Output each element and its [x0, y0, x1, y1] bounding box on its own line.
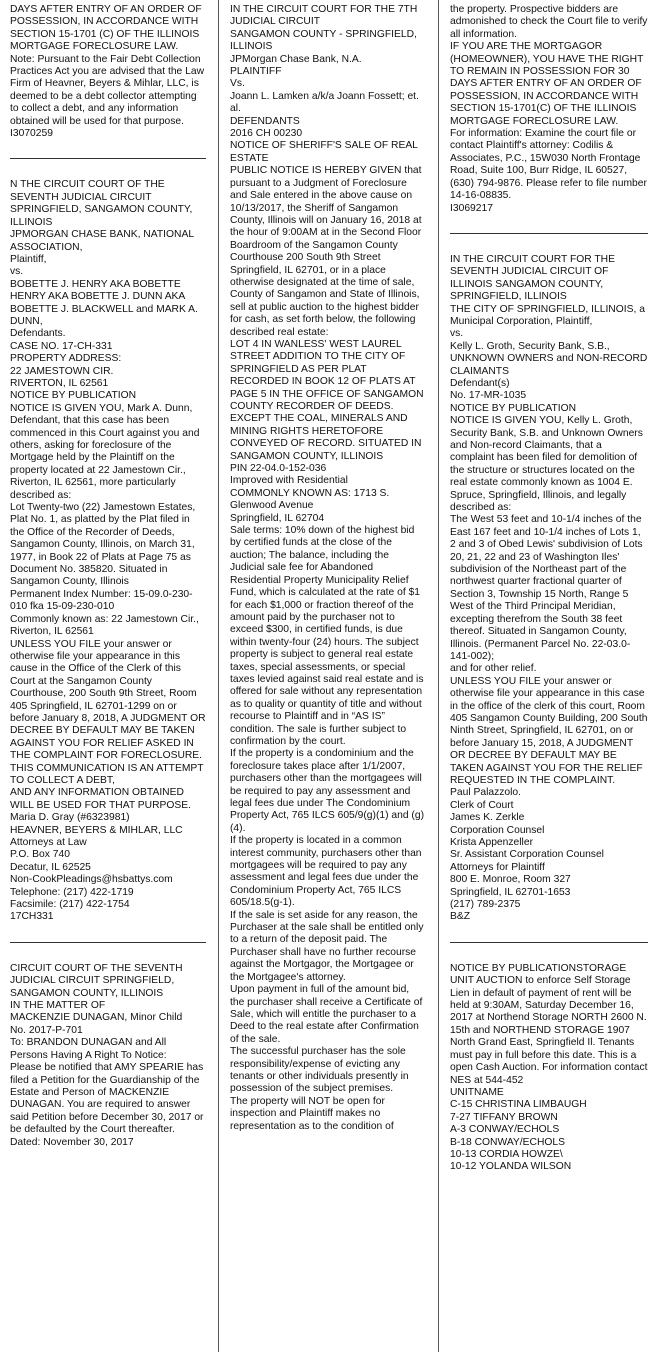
notice-text-line: NOTICE IS GIVEN YOU, Mark A. Dunn, Defendant, that this case has been commenced in this Court against you and others, asking for foreclosure of the Mortgage held by the Plaintiff on the property located at 22 Jamestown Cir., Riverton, IL 62561, more particularly described as:	[10, 402, 200, 501]
notice-text-line: IF YOU ARE THE MORTGAGOR (HOMEOWNER), YOU HAVE THE RIGHT TO REMAIN IN POSSESSION FOR 30 DAYS AFTER ENTRY OF AN ORDER OF POSSESSION, IN ACCORDANCE WITH SECTION 15-1701(C) OF THE ILLINOIS MORTGAGE FORECLOSURE LAW.	[450, 41, 644, 127]
notice-text-line: SANGAMON COUNTY - SPRINGFIELD, ILLINOIS	[230, 28, 417, 53]
notice-text-line: No. 17-MR-1035	[450, 390, 527, 402]
notice-text-line: 2016 CH 00230	[230, 128, 303, 140]
notice-text-line: Krista Appenzeller	[450, 837, 533, 848]
notice-text-line: Facsimile: (217) 422-1754	[10, 899, 130, 911]
notice-text-line: DEFENDANTS	[230, 115, 300, 127]
notice-text-line: A-3 CONWAY/ECHOLS	[450, 1124, 560, 1136]
notice-text-line: 10-12 YOLANDA WILSON	[450, 1161, 572, 1173]
notice-text-line: Defendant(s)	[450, 377, 510, 389]
notice-text-line: (217) 789-2375	[450, 899, 521, 911]
notice-text-line: IN THE CIRCUIT COURT FOR THE 7TH JUDICIAL CIRCUIT	[230, 4, 418, 28]
notice-text-line: Defendants.	[10, 328, 66, 340]
notice-text-line: No. 2017-P-701	[10, 1024, 83, 1036]
notice-text-line: SPRINGFIELD, SANGAMON COUNTY, ILLINOIS	[10, 204, 193, 228]
notice-separator	[450, 942, 648, 943]
notice-text-line: THE CITY OF SPRINGFIELD, ILLINOIS, a Municipal Corporation, Plaintiff,	[450, 303, 645, 327]
notice-text-line: PUBLIC NOTICE IS HEREBY GIVEN that pursuant to a Judgment of Foreclosure and Sale entered in the above cause on 10/13/2017, the Sheriff of Sangamon County, Illinois will on January 16, 2018 at the hour of 9:00AM at in the Second Floor Boardroom of the Sangamon County Courthouse 200 South 9th Street Springfield, IL 62701, or in a place otherwise designated at the time of sale, County of Sangamon and State of Illinois, sell at public auction to the highest bidder for cash, as set forth below, the following described real estate:	[230, 165, 422, 338]
notice-text-line: NOTICE IS GIVEN YOU, Kelly L. Groth, Security Bank, S.B. and Unknown Owners and Non-record Claimants, that a complaint has been filed for demolition of the structure or structures located on the real estate commonly known as 1004 E. Spruce, Springfield, Illinois, and legally described as:	[450, 415, 643, 514]
notice-text-line: Please be notified that AMY SPEARIE has filed a Petition for the Guardianship of the Estate and Person of MACKENZIE DUNAGAN. You are required to answer said Petition before December 30, 2017 or be defaulted by the Court thereafter.	[10, 1062, 204, 1136]
notice-text-line: Sale terms: 10% down of the highest bid by certified funds at the close of the auction; The balance, including the Judicial sale fee for Abandoned Residential Property Municipality Relief Fund, which is calculated at the rate of $1 for each $1,000 or fraction thereof of the amount paid by the purchaser not to exceed $300, in certified funds, is due within twenty-four (24) hours. The subject property is subject to general real estate taxes, special assessments, or special taxes levied against said real estate and is offered for sale without any representation as to quality or quantity of title and without recourse to Plaintiff and in “AS IS” condition. The sale is further subject to confirmation by the court.	[230, 525, 424, 747]
notice-text-line: Springfield, IL 62701-1653	[450, 886, 571, 898]
notice-text-line: Improved with Residential	[230, 475, 348, 487]
notice-text-line: Springfield, IL 62704	[230, 512, 325, 524]
notice-text-line: Corporation Counsel	[450, 824, 545, 836]
notice-separator	[450, 233, 648, 234]
notice-text-line: IN THE CIRCUIT COURT FOR THE SEVENTH JUDICIAL CIRCUIT OF ILLINOIS SANGAMON COUNTY, SPRINGFIELD, ILLINOIS	[450, 253, 615, 303]
notice-text-line: If the sale is set aside for any reason, the Purchaser at the sale shall be entitled only to a return of the deposit paid. The Purchaser shall have no further recourse against the Mortgagor, the Mortgagee or the Mortgagee's attorney.	[230, 909, 424, 983]
legal-notice	[10, 963, 206, 1149]
notice-text-line: Sr. Assistant Corporation Counsel	[450, 849, 604, 861]
notice-text-line: IN THE MATTER OF	[10, 1000, 106, 1012]
notice-text-line: The West 53 feet and 10-1/4 inches of the East 167 feet and 10-1/4 inches of Lots 1, 2 and 3 of Obed Lewis' subdivision of Lots 20, 21, 22 and 23 of Washington Iles' subdivision of the Northeast part of the northwest quarter fractional quarter of Section 3, Township 15 North, Range 5 West of the Third Principal Meridian, excepting therefrom the South 38 feet thereof. Situated in Sangamon County, Illinois. (Permanent Parcel No. 22-03.0-141-002);	[450, 514, 643, 662]
notice-text-line: Lot Twenty-two (22) Jamestown Estates, Plat No. 1, as platted by the Plat filed in the Office of the Recorder of Deeds, Sangamon County, Illinois, on March 31, 1977, in Book 22 of Plats at Page 75 as Document No. 385820. Situated in Sangamon County, Illinois	[10, 502, 196, 588]
notice-separator	[10, 158, 206, 159]
notice-text-line: Dated: November 30, 2017	[10, 1136, 134, 1148]
column-divider	[438, 0, 439, 1352]
notice-text-line: Plaintiff,	[10, 253, 47, 265]
notice-text-line: SECTION 15-1701 (C) OF THE ILLINOIS	[10, 28, 200, 40]
notice-text-line: CASE NO. 17-CH-331	[10, 340, 113, 352]
notice-text-line: NOTICE BY PUBLICATION	[10, 390, 137, 402]
notice-text-line: and for other relief.	[450, 663, 537, 675]
notice-text-line: PLAINTIFF	[230, 66, 282, 78]
notice-text-line: Attorneys for Plaintiff	[450, 861, 545, 873]
notice-text-line: Note: Pursuant to the Fair Debt Collection Practices Act you are advised that the Law Firm of Heavner, Beyers & Mihlar, LLC, is deemed to be a debt collector attempting to collect a debt, and any information obtained will be used for that purpose.	[10, 53, 205, 127]
legal-notice	[450, 4, 648, 215]
notice-text-line: LOT 4 IN WANLESS' WEST LAUREL STREET ADDITION TO THE CITY OF SPRINGFIELD AS PER PLAT RECORDED IN BOOK 12 OF PLATS AT PAGE 5 IN THE OFFICE OF SANGAMON COUNTY RECORDER OF DEEDS. EXCEPT THE COAL, MINERALS AND MINING RIGHTS HERETOFORE CONVEYED OF RECORD. SITUATED IN SANGAMON COUNTY, ILLINOIS	[230, 338, 424, 462]
notice-text-line: COMMONLY KNOWN AS: 1713 S. Glenwood Avenue	[230, 487, 390, 512]
notice-text-line: Telephone: (217) 422-1719	[10, 886, 134, 898]
notice-text-line: Kelly L. Groth, Security Bank, S.B., UNKNOWN OWNERS and NON-RECORD CLAIMANTS	[450, 340, 648, 377]
notice-text-line: HEAVNER, BEYERS & MIHLAR, LLC	[10, 824, 183, 836]
notice-text-line: Permanent Index Number: 15-09.0-230-010 fka 15-09-230-010	[10, 588, 193, 613]
notice-text-line: Maria D. Gray (#6323981)	[10, 812, 130, 824]
column-1	[10, 4, 206, 1348]
notice-text-line: C-15 CHRISTINA LIMBAUGH	[450, 1099, 587, 1111]
legal-notice	[10, 4, 206, 140]
notice-text-line: Paul Palazzolo.	[450, 787, 521, 799]
notice-text-line: UNLESS YOU FILE your answer or otherwise file your appearance in this case in the office of the clerk of this court, Room 405 Sangamon County Building, 200 South Ninth Street, Springfield, IL 62701, on or before January 15, 2018, A JUDGMENT OR DECREE BY DEFAULT MAY BE TAKEN AGAINST YOU FOR THE RELIEF REQUESTED IN THE COMPLAINT.	[450, 675, 648, 786]
notice-text-line: the property. Prospective bidders are admonished to check the Court file to verify all information.	[450, 4, 648, 40]
notice-text-line: RIVERTON, IL 62561	[10, 377, 109, 389]
notice-text-line: To: BRANDON DUNAGAN and All Persons Having A Right To Notice:	[10, 1037, 167, 1061]
legal-notice	[450, 254, 648, 924]
legal-notice	[450, 963, 648, 1174]
notice-text-line: NOTICE BY PUBLICATION	[450, 402, 577, 414]
notice-text-line: vs.	[10, 266, 24, 278]
notice-text-line: UNITNAME	[450, 1086, 504, 1098]
notice-text-line: Commonly known as: 22 Jamestown Cir., Riverton, IL 62561	[10, 613, 199, 638]
notice-text-line: Clerk of Court	[450, 799, 514, 811]
notice-separator	[10, 942, 206, 943]
notice-text-line: vs.	[450, 328, 464, 340]
notice-text-line: 7-27 TIFFANY BROWN	[450, 1111, 558, 1123]
notice-text-line: MACKENZIE DUNAGAN, Minor Child	[10, 1012, 183, 1024]
notice-text-line: BOBETTE J. HENRY AKA BOBETTE HENRY AKA BOBETTE J. DUNN AKA BOBETTE J. BLACKWELL and MARK A. DUNN,	[10, 278, 198, 327]
notice-text-line: 22 JAMESTOWN CIR.	[10, 365, 114, 377]
notice-text-line: Decatur, IL 62525	[10, 861, 91, 873]
notice-text-line: I3069217	[450, 202, 493, 214]
notice-text-line: JPMorgan Chase Bank, N.A.	[230, 53, 362, 65]
notice-text-line: POSSESSION, IN ACCORDANCE WITH	[10, 16, 199, 28]
notice-text-line: UNLESS YOU FILE your answer or otherwise file your appearance in this cause in the Office of the Clerk of this Court at the Sangamon County Courthouse, 200 South 9th Street, Room 405 Springfield, IL 62701-1299 on or before January 8, 2018, A JUDGMENT OR DECREE BY DEFAULT MAY BE TAKEN AGAINST YOU FOR RELIEF ASKED IN THE COMPLAINT FOR FORECLOSURE.	[10, 638, 206, 762]
notice-text-line: NOTICE BY PUBLICATIONSTORAGE UNIT AUCTION to enforce Self Storage Lien in default of payment of rent will be held at 9:30AM, Saturday December 16, 2017 at Northend Storage NORTH 2600 N. 15th and NORTHEND STORAGE 1907 North Grand East, Springfield Il. Tenants must pay in full before this date. This is a open Cash Auction. For information contact NES at 544-452	[450, 962, 648, 1086]
notice-text-line: NOTICE OF SHERIFF'S SALE OF REAL ESTATE	[230, 140, 418, 164]
notice-text-line: The successful purchaser has the sole responsibility/expense of evicting any tenants or other individuals presently in possession of the subject premises.	[230, 1046, 409, 1095]
column-2	[230, 4, 426, 1348]
notice-text-line: PROPERTY ADDRESS:	[10, 353, 122, 365]
notice-text-line: I3070259	[10, 128, 53, 140]
notice-text-line: Non-CookPleadings@hsbattys.com	[10, 874, 173, 886]
notice-text-line: The property will NOT be open for inspection and Plaintiff makes no representation as to the condition of	[230, 1095, 394, 1132]
notice-text-line: B&Z	[450, 911, 471, 923]
notice-text-line: Joann L. Lamken a/k/a Joann Fossett; et. al.	[230, 90, 419, 115]
notice-text-line: Vs.	[230, 78, 245, 90]
column-3	[450, 4, 648, 1348]
notice-text-line: MORTGAGE FORECLOSURE LAW.	[10, 41, 179, 53]
notice-text-line: Upon payment in full of the amount bid, the purchaser shall receive a Certificate of Sale, which will entitle the purchaser to a Deed to the real estate after Confirmation of the sale.	[230, 984, 423, 1045]
notice-text-line: For information: Examine the court file or contact Plaintiff's attorney: Codilis & Associates, P.C., 15W030 North Frontage Road, Suite 100, Burr Ridge, IL 60527, (630) 794-9876. Please refer to file number 14-16-08835.	[450, 128, 647, 202]
notice-text-line: B-18 CONWAY/ECHOLS	[450, 1136, 566, 1148]
notice-text-line: CIRCUIT COURT OF THE SEVENTH JUDICIAL CIRCUIT SPRINGFIELD, SANGAMON COUNTY, ILLINOIS	[10, 962, 183, 999]
notice-text-line: If the property is a condominium and the foreclosure takes place after 1/1/2007, purchasers other than the mortgagees will be required to pay any assessment and legal fees due under The Condominium Property Act, 765 ILCS 605/9(g)(1) and (g)(4).	[230, 748, 425, 834]
notice-text-line: DAYS AFTER ENTRY OF AN ORDER OF	[10, 4, 202, 15]
notice-text-line: If the property is located in a common interest community, purchasers other than mortgagees will be required to pay any assessment and legal fees due under the Condominium Property Act, 765 ILCS 605/18.5(g-1).	[230, 835, 422, 909]
notice-text-line: P.O. Box 740	[10, 849, 70, 861]
notice-text-line: James K. Zerkle	[450, 812, 525, 824]
notice-text-line: Attorneys at Law	[10, 837, 87, 848]
legal-notice	[10, 179, 206, 923]
notice-text-line: THIS COMMUNICATION IS AN ATTEMPT TO COLLECT A DEBT,	[10, 762, 204, 786]
notice-text-line: PIN 22-04.0-152-036	[230, 463, 327, 475]
notice-text-line: AND ANY INFORMATION OBTAINED WILL BE USED FOR THAT PURPOSE.	[10, 787, 191, 811]
notice-text-line: 17CH331	[10, 911, 54, 923]
notice-text-line: N THE CIRCUIT COURT OF THE SEVENTH JUDICIAL CIRCUIT	[10, 179, 165, 203]
notice-text-line: 800 E. Monroe, Room 327	[450, 874, 571, 886]
notice-text-line: 10-13 CORDIA HOWZE\	[450, 1148, 563, 1160]
notice-text-line: JPMORGAN CHASE BANK, NATIONAL ASSOCIATION,	[10, 229, 194, 253]
legal-notice	[230, 4, 426, 1133]
column-divider	[218, 0, 219, 1352]
